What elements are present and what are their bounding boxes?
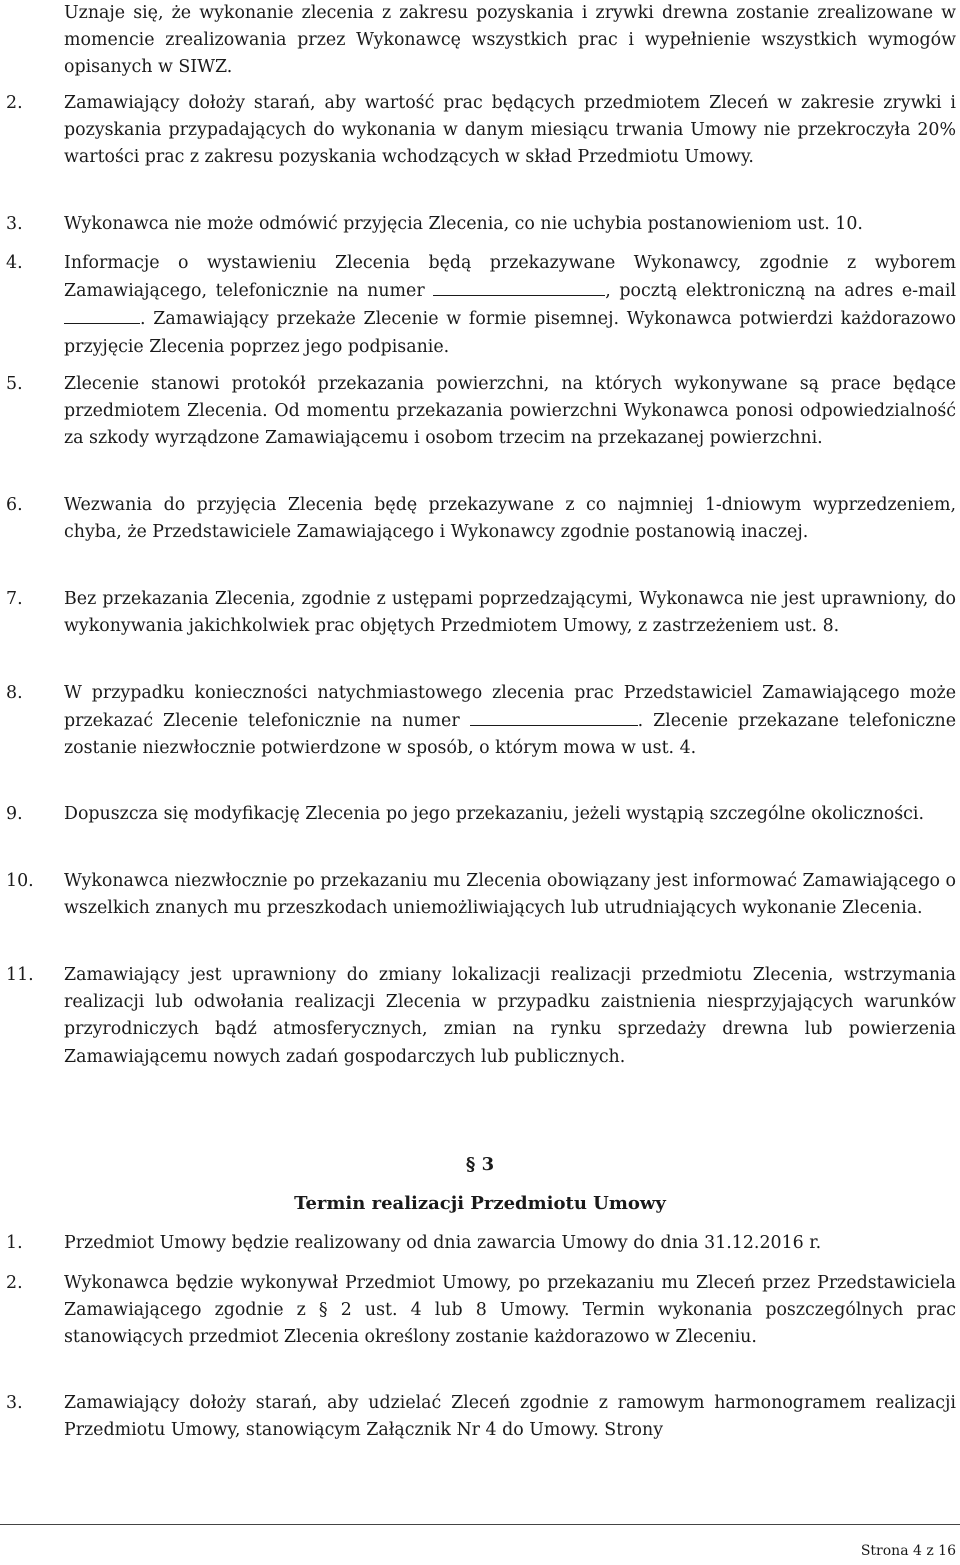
list-item [6, 962, 956, 1071]
list-item [6, 801, 956, 828]
item-text: Zamawiający dołoży starań, aby wartość prac będących przedmiotem Zleceń w zakresie zrywki i pozyskania przypadających do wykonania w danym miesiącu trwania Umowy nie przekroczyła 20% wartości prac z zakresu pozyskania wchodzących w skład Przedmiotu Umowy. [64, 93, 956, 168]
page-number: Strona 4 z 16 [860, 1543, 956, 1559]
list-item [6, 868, 956, 922]
item-number: 4. [6, 253, 23, 273]
item-text-part: , pocztą elektroniczną na adres e-mail [605, 281, 957, 302]
list-item [6, 1390, 956, 1444]
section-number: § 3 [465, 1154, 495, 1175]
item-text-part: Informacje o wystawieniu Zlecenia będą przekazywane Wykonawcy, zgodnie z wyborem Zamawiającego, telefonicznie na numer [64, 253, 956, 302]
list-item [6, 90, 956, 172]
item-text: Bez przekazania Zlecenia, zgodnie z ustępami poprzedzającymi, Wykonawca nie jest uprawniony, do wykonywania jakichkolwiek prac objętych Przedmiotem Umowy, z zastrzeżeniem ust. 8. [64, 589, 956, 637]
item-number: 3. [6, 1393, 23, 1413]
item-number: 10. [6, 871, 34, 891]
item-text-part: . Zamawiający przekaże Zlecenie w formie pisemnej. Wykonawca potwierdzi każdorazowo przyjęcie Zlecenia poprzez jego podpisanie. [64, 309, 956, 357]
item-text: Przedmiot Umowy będzie realizowany od dnia zawarcia Umowy do dnia 31.12.2016 r. [64, 1233, 822, 1253]
item-number: 2. [6, 1273, 23, 1293]
item-text-part: . Zlecenie przekazane telefoniczne zostanie niezwłocznie potwierdzone w sposób, o którym mowa w ust. 4. [64, 711, 956, 759]
list-item [6, 1230, 956, 1257]
list-item [6, 586, 956, 640]
item-text: Zamawiający dołoży starań, aby udzielać Zleceń zgodnie z ramowym harmonogramem realizacji Przedmiotu Umowy, stanowiącym Załącznik Nr 4 do Umowy. Strony [64, 1393, 956, 1441]
email-blank [64, 305, 140, 324]
item-text-part: W przypadku konieczności natychmiastowego zlecenia prac Przedstawiciel Zamawiającego może przekazać Zlecenie telefonicznie na numer [64, 683, 956, 732]
item-text: Wykonawca nie może odmówić przyjęcia Zlecenia, co nie uchybia postanowieniom ust. 10. [64, 214, 863, 234]
intro-paragraph: Uznaje się, że wykonanie zlecenia z zakresu pozyskania i zrywki drewna zostanie zrealizowane w momencie zrealizowania przez Wykonawcę wszystkich prac i wypełnienie wszystkich wymogów opisanych w SIWZ. [64, 3, 956, 78]
item-text: Zamawiający jest uprawniony do zmiany lokalizacji realizacji przedmiotu Zlecenia, wstrzymania realizacji lub odwołania realizacji Zlecenia w przypadku zaistnienia niesprzyjających warunków przyrodniczych bądź atmosferycznych, zmian na rynku sprzedaży drewna lub powierzenia Zamawiającemu nowych zadań gospodarczych lub publicznych. [64, 965, 956, 1067]
item-text [64, 250, 956, 361]
item-number: 5. [6, 374, 23, 394]
section-title: Termin realizacji Przedmiotu Umowy [294, 1193, 666, 1214]
item-number: 1. [6, 1233, 23, 1253]
list-item [6, 492, 956, 546]
item-number: 6. [6, 495, 23, 515]
item-text: Wykonawca niezwłocznie po przekazaniu mu Zlecenia obowiązany jest informować Zamawiającego o wszelkich znanych mu przeszkodach uniemożliwiających lub utrudniających wykonanie Zlecenia. [64, 871, 956, 919]
item-text: Dopuszcza się modyfikację Zlecenia po jego przekazaniu, jeżeli wystąpią szczególne okoliczności. [64, 804, 925, 824]
item-text: Wezwania do przyjęcia Zlecenia będę przekazywane z co najmniej 1-dniowym wyprzedzeniem, chyba, że Przedstawiciele Zamawiającego i Wykonawcy zgodnie postanowią inaczej. [64, 495, 956, 543]
list-item [6, 371, 956, 453]
item-number: 11. [6, 965, 34, 985]
item-number: 9. [6, 804, 23, 824]
phone-number-blank [470, 707, 638, 726]
item-number: 3. [6, 214, 23, 234]
item-text: Wykonawca będzie wykonywał Przedmiot Umowy, po przekazaniu mu Zleceń przez Przedstawiciela Zamawiającego zgodnie z § 2 ust. 4 lub 8 Umowy. Termin wykonania poszczególnych prac stanowiących przedmiot Zlecenia określony zostanie każdorazowo w Zleceniu. [64, 1273, 956, 1348]
item-number: 7. [6, 589, 23, 609]
list-item [6, 250, 956, 361]
item-text: Zlecenie stanowi protokół przekazania powierzchni, na których wykonywane są prace będące przedmiotem Zlecenia. Od momentu przekazania powierzchni Wykonawca ponosi odpowiedzialność za szkody wyrządzone Zamawiającemu i osobom trzecim na przekazanej powierzchni. [64, 374, 956, 449]
item-number: 8. [6, 683, 23, 703]
phone-number-blank [433, 277, 605, 296]
item-number: 2. [6, 93, 23, 113]
list-item [6, 211, 956, 238]
list-item [6, 680, 956, 763]
list-item [6, 1270, 956, 1352]
item-text [64, 680, 956, 763]
footer-rule [0, 1524, 960, 1525]
